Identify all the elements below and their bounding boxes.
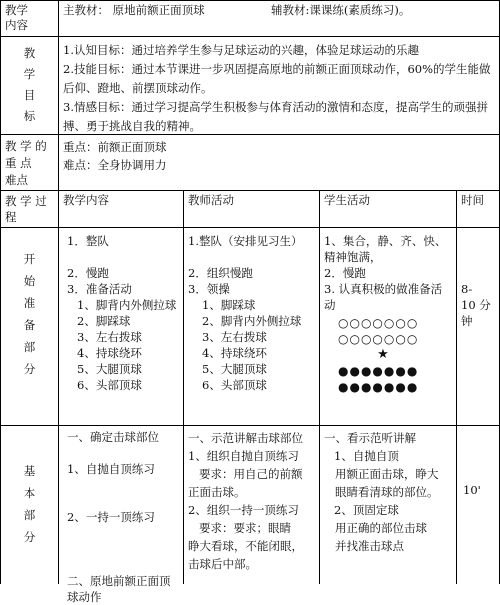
list-item: 2、脚踩球 — [77, 314, 131, 328]
objective-skill: 2.技能目标：通过本节课进一步巩固提高原地的前额正面顶球动作，60%的学生能做后仰、蹬地、前摆顶球动作。 — [63, 62, 491, 95]
list-item: 1、脚背内外侧拉球 — [77, 298, 177, 312]
formation-row-hollow: ○○○○○○○ — [338, 316, 419, 330]
objectives-list — [59, 37, 499, 134]
list-item: 2．慢跑 — [67, 266, 109, 280]
list-item: 2．慢跑 — [324, 266, 366, 280]
list-item: 动 — [324, 298, 336, 312]
start-section-time: 8- 10 分 钟 — [461, 282, 491, 328]
formation-row-solid: ●●●●●●● — [338, 380, 419, 394]
teaching-materials — [59, 1, 499, 36]
objectives-label: 教 学 目 标 — [23, 46, 36, 123]
list-item: 5、大腿顶球 — [202, 362, 267, 376]
list-item: 6、头部顶球 — [202, 378, 267, 392]
formation-diagram — [324, 315, 452, 395]
list-item: 眼睛看清球的部位。 — [324, 485, 439, 499]
list-item: 睁大看球，不能闭眼， — [188, 539, 303, 553]
list-item: 1、自抛自顶 — [334, 449, 399, 463]
list-item: 5、大腿顶球 — [77, 362, 142, 376]
list-item: 4、持球绕环 — [202, 346, 267, 360]
formation-row-solid: ●●●●●●● — [338, 364, 419, 378]
basic-section-student — [320, 426, 456, 584]
list-item — [63, 477, 179, 493]
list-item: 4、持球绕环 — [77, 346, 142, 360]
start-section-label: 开 始 准 备 部 分 — [23, 252, 36, 376]
list-item: 1．整队 — [67, 234, 109, 248]
basic-section-time: 10' — [463, 483, 481, 497]
list-item: 1、组织自抛自顶练习 — [188, 449, 299, 463]
column-header-process: 教 学 过 程 — [5, 194, 47, 224]
difficulty-point: 难点：全身协调用力 — [63, 158, 167, 172]
key-point: 重点：前额正面顶球 — [63, 140, 167, 154]
list-item — [63, 493, 179, 509]
list-item: 2、脚背内外侧拉球 — [202, 314, 302, 328]
list-item: 一、示范讲解击球部位 — [188, 431, 303, 445]
list-item: 一、看示范听讲解 — [324, 431, 416, 445]
start-section-student — [320, 228, 456, 425]
key-points — [59, 135, 499, 190]
list-item: 6、头部顶球 — [77, 378, 142, 392]
list-item: 2．组织慢跑 — [188, 266, 253, 280]
list-item: 2、组织一持一顶练习 — [188, 503, 299, 517]
column-header-teacher: 教师活动 — [188, 193, 234, 207]
list-item: 并找准击球点 — [324, 539, 404, 553]
column-header-content: 教学内容 — [63, 193, 109, 207]
list-item: 3、左右拨球 — [202, 330, 267, 344]
objective-cognitive: 1.认知目标：通过培养学生参与足球运动的兴趣，体验足球运动的乐趣 — [63, 43, 419, 57]
list-item: 要求：要求；眼睛 — [188, 521, 291, 535]
list-item: 3. 认真积极的做准备活 — [324, 282, 443, 296]
teaching-content-label: 教学 内容 — [5, 3, 28, 32]
start-section-content — [59, 228, 183, 425]
list-item: 2、一持一顶练习 — [67, 510, 155, 524]
basic-section-content — [59, 426, 183, 604]
formation-row-hollow: ○○○○○○○ — [338, 332, 419, 346]
aux-material: 辅教材:课课练(素质练习)。 — [271, 3, 411, 17]
list-item: 精神饱满， — [324, 250, 382, 264]
list-item: 3、左右拨球 — [77, 330, 142, 344]
list-item: 3．准备活动 — [67, 282, 132, 296]
list-item: 1.整队（安排见习生） — [188, 234, 303, 248]
basic-section-teacher — [184, 426, 319, 584]
list-item: 二、原地前额正面顶 — [67, 574, 171, 588]
list-item: 用额正面击球，睁大 — [324, 467, 439, 481]
column-header-time: 时间 — [461, 193, 484, 207]
teacher-star-icon: ★ — [377, 347, 389, 362]
list-item: 一、确定击球部位 — [67, 430, 159, 444]
list-item: 1、脚踩球 — [202, 298, 256, 312]
list-item: 要求：用自己的前额 — [188, 467, 303, 481]
basic-section-label: 基 本 部 分 — [23, 464, 36, 544]
list-item: 击球后中部。 — [188, 557, 257, 571]
list-item — [63, 541, 179, 557]
list-item: 1、集合，静、齐、快、 — [324, 234, 447, 248]
list-item: 球动作 — [67, 590, 102, 604]
list-item — [188, 249, 315, 265]
list-item: 用正确的部位击球 — [324, 521, 427, 535]
start-section-teacher — [184, 228, 319, 425]
main-material: 主教材： 原地前额正面顶球 — [63, 3, 205, 17]
list-item: 正面击球。 — [188, 485, 246, 499]
list-item — [63, 249, 179, 265]
list-item — [63, 525, 179, 541]
list-item — [63, 557, 179, 573]
list-item: 3．领操 — [188, 282, 230, 296]
key-points-label: 教 学 的 重 点 难点 — [5, 139, 47, 187]
list-item: 2、顶固定球 — [334, 503, 399, 517]
column-header-student: 学生活动 — [324, 193, 370, 207]
list-item: 1、自抛自顶练习 — [67, 462, 155, 476]
objective-affective: 3.情感目标：通过学习提高学生积极参与体育活动的激情和态度，提高学生的顽强拼搏、勇于挑战自我的精神。 — [63, 100, 488, 133]
list-item — [63, 445, 179, 461]
